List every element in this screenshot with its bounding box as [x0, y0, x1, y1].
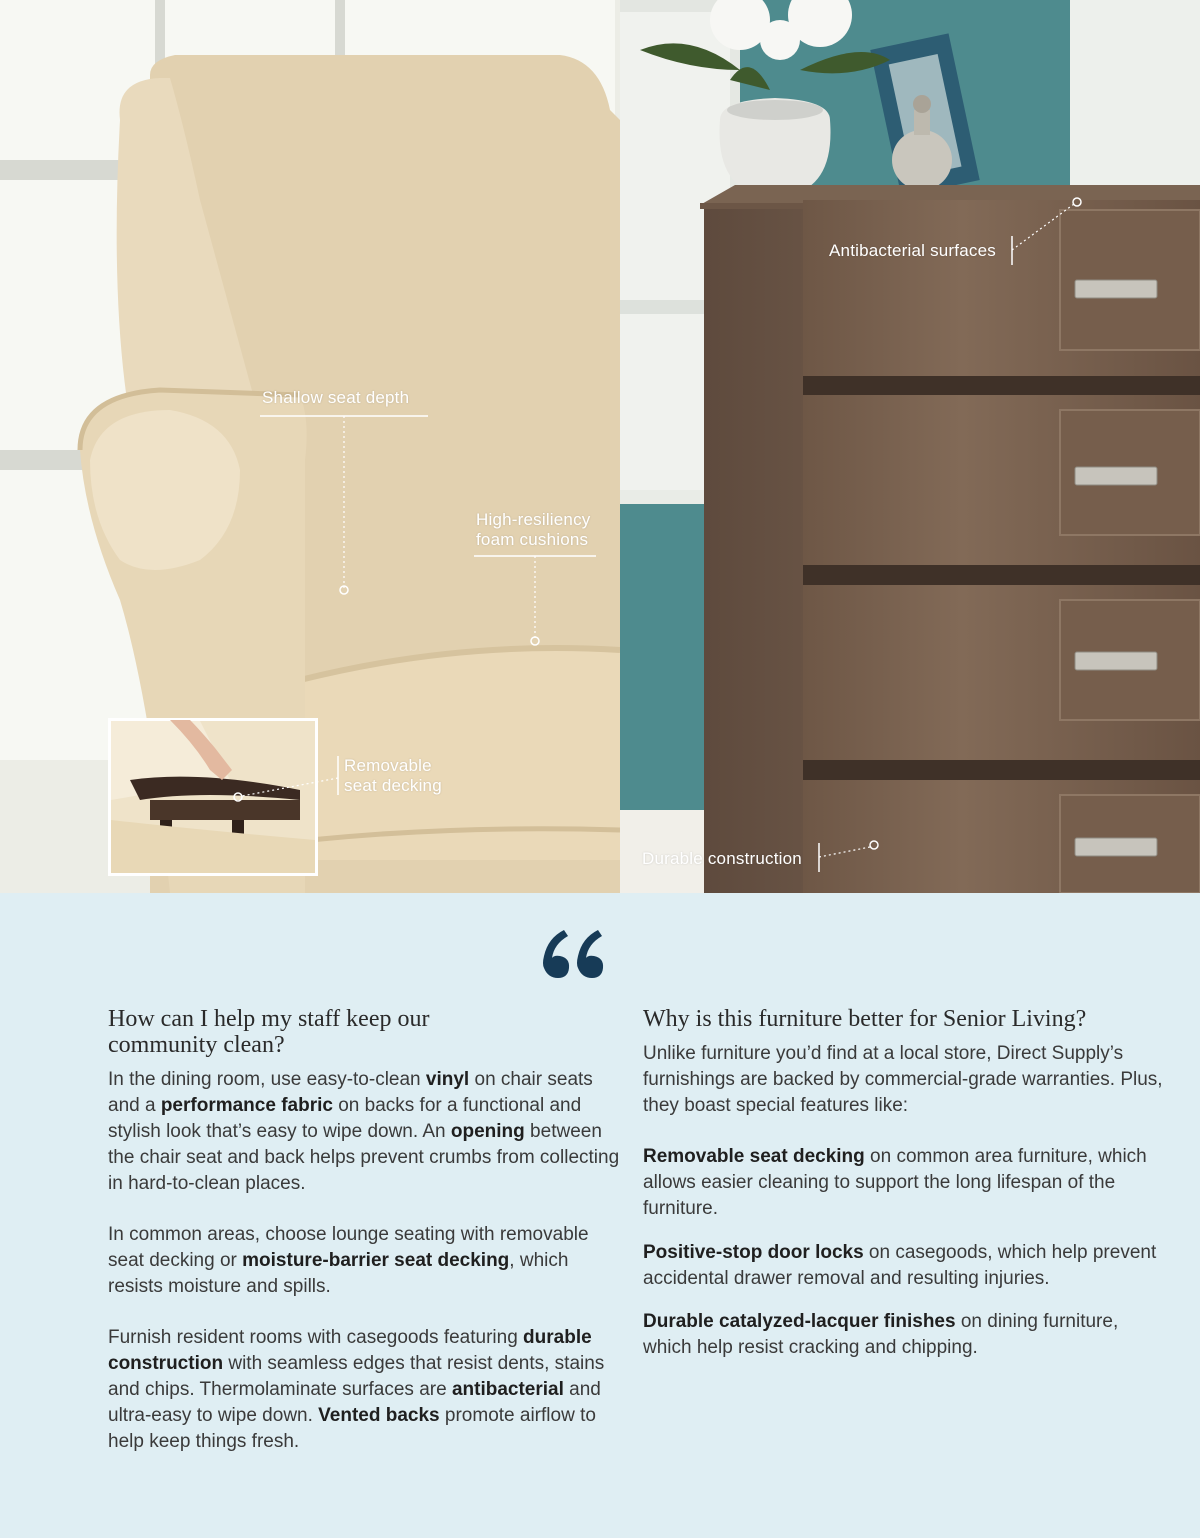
- dresser-illustration: [620, 0, 1200, 893]
- callout-foam-line1: High-resiliency: [476, 510, 591, 529]
- p2-text1: In common areas, choose lounge seating with removable seat decking or: [108, 1224, 589, 1271]
- p3-text2: with seamless edges that resist dents, stains and chips. Thermolaminate surfaces are: [108, 1353, 605, 1400]
- f1-bold: Removable seat decking: [643, 1146, 865, 1167]
- callout-shallow-seat-depth: Shallow seat depth: [262, 388, 410, 407]
- callout-durable-construction: Durable construction: [642, 849, 802, 868]
- left-paragraph-common-areas: [108, 1222, 628, 1300]
- callout-decking-line2: seat decking: [344, 776, 442, 795]
- feature-lacquer-finishes: [643, 1309, 1163, 1361]
- f3-text: on dining furniture, which help resist cracking and chipping.: [643, 1311, 1119, 1358]
- p1-bold-vinyl: vinyl: [425, 1069, 470, 1090]
- f2-bold: Positive-stop door locks: [643, 1242, 864, 1263]
- p3-bold-antibacterial: antibacterial: [451, 1379, 564, 1400]
- p1-text3: on backs for a functional and stylish look that’s easy to wipe down. An: [108, 1095, 582, 1142]
- callout-antibacterial-surfaces: Antibacterial surfaces: [829, 241, 996, 260]
- left-paragraph-dining: [108, 1067, 628, 1197]
- p3-text4: promote airflow to help keep things fresh.: [108, 1405, 596, 1452]
- right-heading: Why is this furniture better for Senior Living?: [643, 1006, 1087, 1032]
- p1-text4: between the chair seat and back helps prevent crumbs from collecting in hard-to-clean places.: [108, 1121, 620, 1194]
- armchair-illustration: [0, 0, 620, 893]
- f2-text: on casegoods, which help prevent accidental drawer removal and resulting injuries.: [643, 1242, 1157, 1289]
- callout-decking-line1: Removable: [344, 756, 432, 775]
- p1-text2: on chair seats and a: [108, 1069, 593, 1116]
- p3-bold-durable-construction: durable construction: [108, 1327, 592, 1374]
- quote-icon: [536, 918, 606, 988]
- feature-removable-seat-decking: [643, 1144, 1163, 1222]
- armchair-photo: [0, 0, 620, 893]
- p3-text3: and ultra-easy to wipe down.: [108, 1379, 601, 1426]
- p1-text1: In the dining room, use easy-to-clean: [108, 1069, 426, 1090]
- right-intro-paragraph: Unlike furniture you’d find at a local store, Direct Supply’s furnishings are backed by commercial-grade warranties. Plus, they boast special features like:: [643, 1043, 1163, 1116]
- feature-positive-stop-locks: [643, 1240, 1163, 1292]
- f3-bold: Durable catalyzed-lacquer finishes: [643, 1311, 956, 1332]
- f1-text: on common area furniture, which allows easier cleaning to support the long lifespan of the furniture.: [643, 1146, 1147, 1219]
- p3-bold-vented-backs: Vented backs: [318, 1405, 440, 1426]
- callout-foam-line2: foam cushions: [476, 530, 589, 549]
- p1-bold-opening: opening: [450, 1121, 525, 1142]
- p2-bold-moisture-barrier: moisture-barrier seat decking: [242, 1250, 510, 1271]
- left-heading-line1: How can I help my staff keep our: [108, 1006, 430, 1032]
- left-heading-line2: community clean?: [108, 1032, 285, 1058]
- left-heading: [108, 1006, 429, 1058]
- left-paragraph-resident-rooms: [108, 1325, 628, 1455]
- dresser-photo: [620, 0, 1200, 893]
- p3-text1: Furnish resident rooms with casegoods featuring: [108, 1327, 524, 1348]
- p2-text2: , which resists moisture and spills.: [108, 1250, 569, 1297]
- p1-bold-performance-fabric: performance fabric: [160, 1095, 333, 1116]
